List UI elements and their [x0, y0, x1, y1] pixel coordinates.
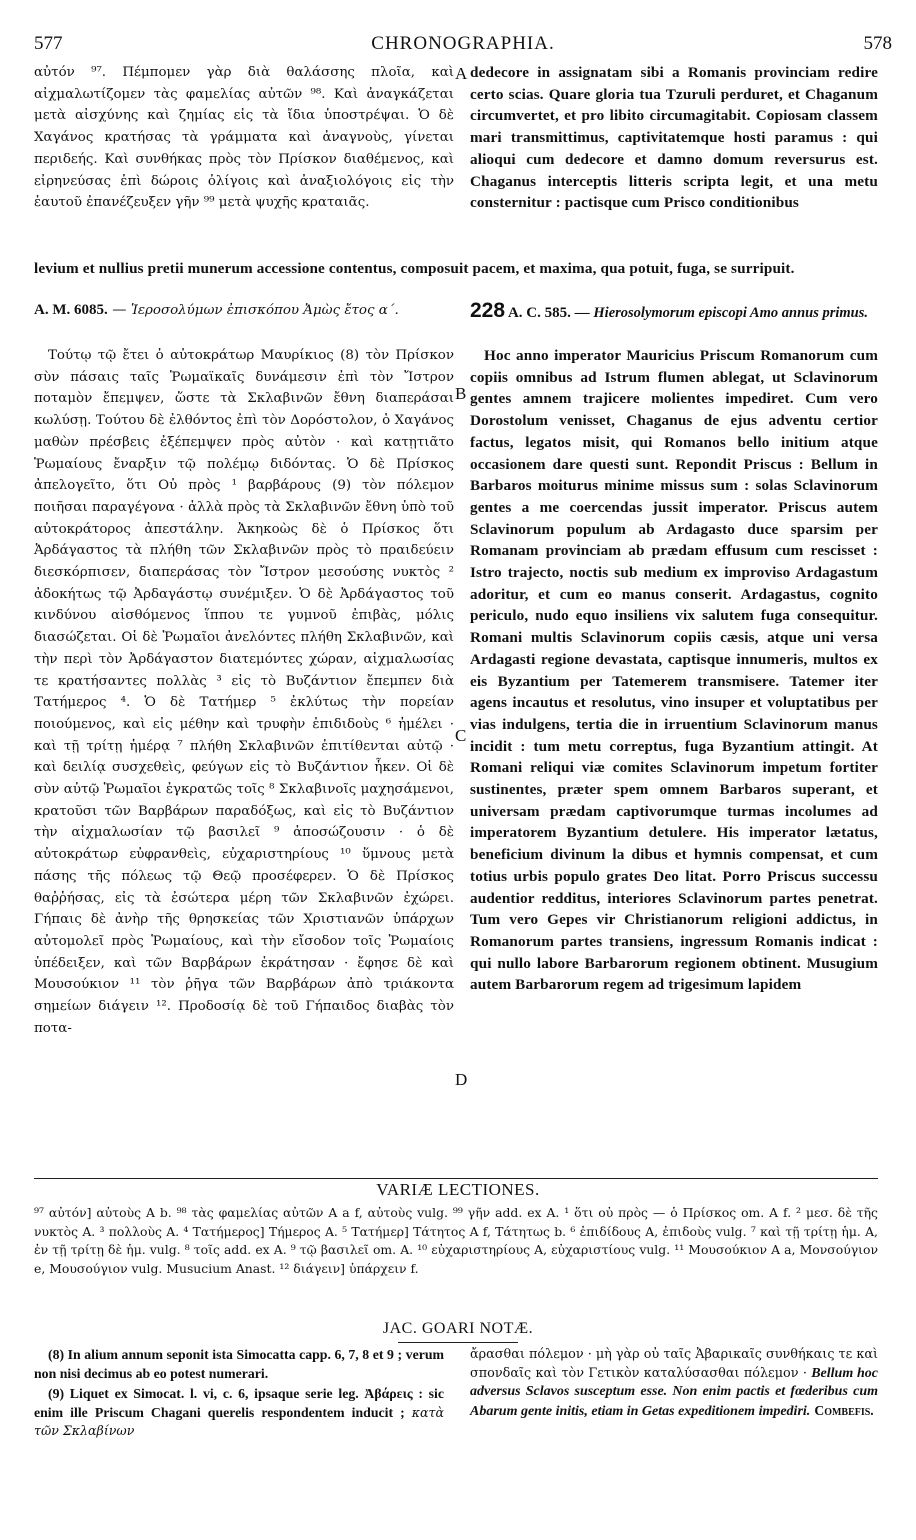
note-9-latin: (9) Liquet ex Simocat. l. vi, c. 6, ipsaque serie leg. Ἀβάρεις : sic enim ille Priscum Chagani querelis respondentem inducit ; [34, 1386, 444, 1420]
notae-title: JAC. GOARI NOTÆ. [382, 1320, 534, 1337]
latin-section-heading [470, 300, 878, 325]
notae-left-column [34, 1346, 444, 1441]
greek-paragraph-main: Τούτῳ τῷ ἔτει ὁ αὐτοκράτωρ Μαυρίκιος (8) τὸν Πρίσκον σὺν πάσαις ταῖς Ῥωμαϊκαῖς δυνάμεσιν ἐπὶ τὸν Ἴστρον ποταμὸν ἔπεμψεν, ὥστε τὰ Σκλαβινῶν ἔθνη διαπεράσαι κωλύσῃ. Τούτου δὲ ἐλθόντος ἐπὶ τὸν Δορόστολον, ὁ Χαγάνος μαθὼν πρέσβεις ἐξέπεμψεν πρὸς αὐτὸν · καὶ κατῃτιᾶτο Ῥωμαίους ἔναρξιν τῷ πολέμῳ διδόντας. Ὁ δὲ Πρίσκος ἀπελογεῖτο, ὅτι Οὐ πρὸς ¹ βαρβάρους (9) τὸν πόλεμον ποιῆσαι παραγέγονα · ἀλλὰ πρὸς τὰ Σκλαβινῶν ἔθνη ὑπὸ τοῦ αὐτοκράτορος ἀπεστάλην. Ἀκηκοὼς δὲ ὁ Πρίσκος ὅτι Ἀρδάγαστος τὰ πλήθη τῶν Σκλαβινῶν πρὸς τὸ πραιδεύειν διεσκόρπισεν, διαπεράσας τὸν Ἴστρον μεσούσης νυκτὸς ² ἀδοκήτως τῷ Ἀρδαγάστῳ συνέμιξεν. Ὁ δὲ Ἀρδάγαστος τοῦ κινδύνου αἰσθόμενος ἵππου τε γυμνοῦ ἐπιβὰς, μόλις διασώζεται. Οἱ δὲ Ῥωμαῖοι ἀνελόντες πλήθη Σκλαβινῶν, καὶ τὴν περὶ τὸν Ἀρδάγαστον διατεμόντες χώραν, αἰχμαλωσίας τε κρατήσαντες πολλὰς ³ εἰς τὸ Βυζάντιον ἔπεμπεν διὰ Τατήμερος ⁴. Ὁ δὲ Τατήμερ ⁵ ἐκλύτως τὴν πορείαν ποιούμενος, καὶ εἰς μέθην καὶ τρυφὴν ἐπιδιδοὺς ⁶ ἠμέλει · καὶ τῇ τρίτῃ ἡμέρᾳ ⁷ πλήθη Σκλαβινῶν ἐπιτίθενται αὐτῷ · καὶ δειλίᾳ συσχεθεὶς, φεύγων εἰς τὸ Βυζάντιον ἧκεν. Οἱ δὲ σὺν αὐτῷ Ῥωμαῖοι ἐγκρατῶς τοῖς ⁸ Σκλαβινοῖς μαχησάμενοι, κρατοῦσι τῶν Βαρβάρων παραδόξως, καὶ εἰς τὸ Βυζάντιον τὴν αἰχμαλωσίαν τῷ βασιλεῖ ⁹ ἀποσώζουσιν · ὁ δὲ αὐτοκράτωρ εὐφρανθεὶς, εὐχαριστηρίους ¹⁰ ὕμνους μετὰ πάσης τῆς πόλεως τῷ Θεῷ προσέφερεν. Ὁ δὲ Πρίσκος θαῤῥήσας, εἰς τὰ ἐσώτερα μέρη τῶν Σκλαβινῶν ἐχώρει. Γήπαις δὲ ἀνὴρ τῆς θρησκείας τῶν Χριστιανῶν ὑπάρχων αὐτομολεῖ πρὸς Ῥωμαίους, καὶ τὴν εἴσοδον τοῖς Ῥωμαίοις ὑπέδειξεν, καὶ τῶν Βαρβάρων ἐκράτησαν · ἔφησε δὲ καὶ Μουσούκιον ¹¹ τὸν ῥῆγα τῶν Βαρβάρων ἀπὸ τριάκοντα σημείων διάγειν ¹². Προδοσίᾳ δὲ τοῦ Γήπαιδος διαβὰς τὸν ποτα- [34, 348, 454, 1036]
latin-column-top [470, 62, 878, 214]
margin-letter-d: D [455, 1070, 468, 1089]
latin-paragraph-main: Hoc anno imperator Mauricius Priscum Romanorum cum copiis omnibus ad Istrum flumen ablegat, ut Sclavinorum gentes amnem trajicere molientes impediret. Cum vero Dorostolum venisset, Chaganus de ejus adventu certior factus, legatos misit, qui Romanos bello initium atque occasionem dare questi sunt. Repondit Priscus : Bellum in Barbaros moiturus minime missus sum : solas Sclavinorum gentes a me coercendas jussit imperator. Priscus autem Sclavinorum populum ab Ardagasto duce sparsim per Romanam provinciam ab prædam effusum cum rescisset : Istro trajecto, noctis sub medium ex improviso Ardagastum adoritur, et cum eo manus conserit. Ardagastus, cognito periculo, nudo equo insiliens vix salutem fuga consequitur. Romani multis Sclavinorum copiis cæsis, atque uni versa Ardagasti regione devastata, captisque innumeris, multos ex eis Byzantium per Tatemerem transmisere. Tatemer iter agens incautus et resolutus, vino insuper et voluptatibus per vias indulgens, tertia die in irruentium Sclavinorum manus incidit : tum metu correptus, fuga Byzantium attingit. At Romani reliqui viæ comites Sclavinorum impetum fortiter sustinentes, præter spem omnem Barbaros superant, et universam prædam captivorumque turmas incolumes ad imperatorem Byzantium detulere. His imperator lætatus, beneficium divinum la dibus et hymnis compensat, et cum totius urbis populo grates Deo litat. Porro Priscus successu audentior redditus, interiores Sclavinorum partes penetrat. Tum vero Gepes vir Christianorum religioni addictus, in Romanorum partes transiens, ingressum Romanis indicat : qui nullo labore Barbarorum regionem obtinent. Musugium autem Barbarorum regem ad trigesimum lapidem [470, 347, 878, 994]
heading-dash: — [107, 302, 131, 318]
greek-heading-title: Ἱεροσολύμων ἐπισκόπου Ἀμὼς ἔτος α΄. [130, 303, 399, 318]
variae-lectiones-title: VARIÆ LECTIONES. [376, 1180, 540, 1199]
margin-letter-b: B [455, 384, 467, 403]
notae-underline [398, 1342, 518, 1343]
greek-column-top [34, 62, 454, 214]
greek-column-main [34, 345, 454, 1040]
note-greek-continuation: ἄρασθαι πόλεμον · μὴ γὰρ οὐ ταῖς Ἀβαρικαῖς συνθήκαις τε καὶ σπονδαῖς καὶ τὸν Γετικὸν καταλύσασθαι πόλεμον · [470, 1347, 878, 1381]
page-number-left: 577 [34, 33, 63, 54]
anno-mundi: A. M. 6085. [34, 302, 108, 318]
latin-paragraph-top: dedecore in assignatam sibi a Romanis provinciam redire certo scias. Quare gloria tua Tzuruli perduret, et Chaganum circumvertet, et pro libito circumagitabit. Copiosam classem mari transmittimus, captivitatemque hosti paramus : qui alioqui cum dedecore et damno domum reversurus est. Chaganus interceptis litteris scripta legit, et una metu consternitur : pactisque cum Prisco conditionibus [470, 64, 878, 212]
note-signature: Combefis. [814, 1402, 874, 1418]
note-8: (8) In alium annum seponit ista Simocatta capp. 6, 7, 8 et 9 ; verum non nisi decimus ab eo potest numerari. [34, 1347, 444, 1381]
latin-full-width-line [34, 258, 878, 280]
page-number-right: 578 [863, 33, 892, 54]
note-9 [34, 1385, 444, 1441]
latin-paragraph-full: levium et nullius pretii munerum accessione contentus, composuit pacem, et maxima, qua potuit, fuga, se surripuit. [34, 260, 795, 277]
latin-column-main [470, 345, 878, 996]
section-number: 228 [470, 299, 506, 322]
anno-christi: A. C. 585. — [505, 305, 594, 321]
running-header [34, 33, 892, 59]
running-title: CHRONOGRAPHIA. [371, 33, 555, 54]
variae-lectiones-text: ⁹⁷ αὐτόν] αὐτοὺς A b. ⁹⁸ τὰς φαμελίας αὐτῶν A a f, αὐτοὺς vulg. ⁹⁹ γῆν add. ex A. ¹ ὅτι οὐ πρὸς — ὁ Πρίσκος om. A f. ² μεσ. δὲ τῆς νυκτὸς A. ³ πολλοὺς A. ⁴ Τατήμερος] Τήμερος A. ⁵ Τατήμερ] Τάτητος A f, Τάτητως b. ⁶ ἐπιδίδους A, ἐπιδοὺς vulg. ⁷ καὶ τῇ τρίτῃ ἡμ. A, ἐν τῇ τρίτῃ δὲ ἡμ. vulg. ⁸ τοῖς add. ex A. ⁹ τῷ βασιλεῖ om. A. ¹⁰ εὐχαριστηρίους A, εὐχαριστίους vulg. ¹¹ Μουσούκιον A a, Μονσούγιον e, Μουσούγιον vulg. Musucium Anast. ¹² διάγειν] ὑπάρχειν f. [34, 1205, 878, 1276]
note-9-greek: κατὰ τῶν Σκλαβίνων [34, 1404, 444, 1438]
margin-letter-a: A [455, 64, 468, 83]
greek-section-heading [34, 300, 454, 322]
divider-line [34, 1178, 878, 1179]
latin-heading-title: Hierosolymorum episcopi Amo annus primus. [593, 305, 868, 321]
note-latin-translation: Bellum hoc adversus Sclavos susceptum esse. Non enim pactis et fœderibus cum Abarum gente initis, etiam in Getas expeditionem impediri. [470, 1365, 878, 1419]
notae-right-column [470, 1346, 878, 1421]
margin-letter-c: C [455, 726, 467, 745]
greek-paragraph-top: αὐτόν ⁹⁷. Πέμπομεν γὰρ διὰ θαλάσσης πλοῖα, καὶ αἰχμαλωτίζομεν τὰς φαμελίας αὐτῶν ⁹⁸. Καὶ ἀναγκάζεται μετὰ αἰσχύνης καὶ ζημίας εἰς τὰ ἴδια ὑποστρέψαι. Ὁ δὲ Χαγάνος κρατήσας τὰ γράμματα καὶ ἀναγνοὺς, γίνεται περιδεής. Καὶ συνθήκας πρὸς τὸν Πρίσκον διαθέμενος, καὶ εἰρηνεύσας ἐπὶ δώροις ὀλίγοις καὶ ἀναξιολόγοις εἰς τὴν ἑαυτοῦ ἐπανέζευξεν γῆν ⁹⁹ μετὰ ψυχῆς κραταιᾶς. [34, 65, 454, 211]
